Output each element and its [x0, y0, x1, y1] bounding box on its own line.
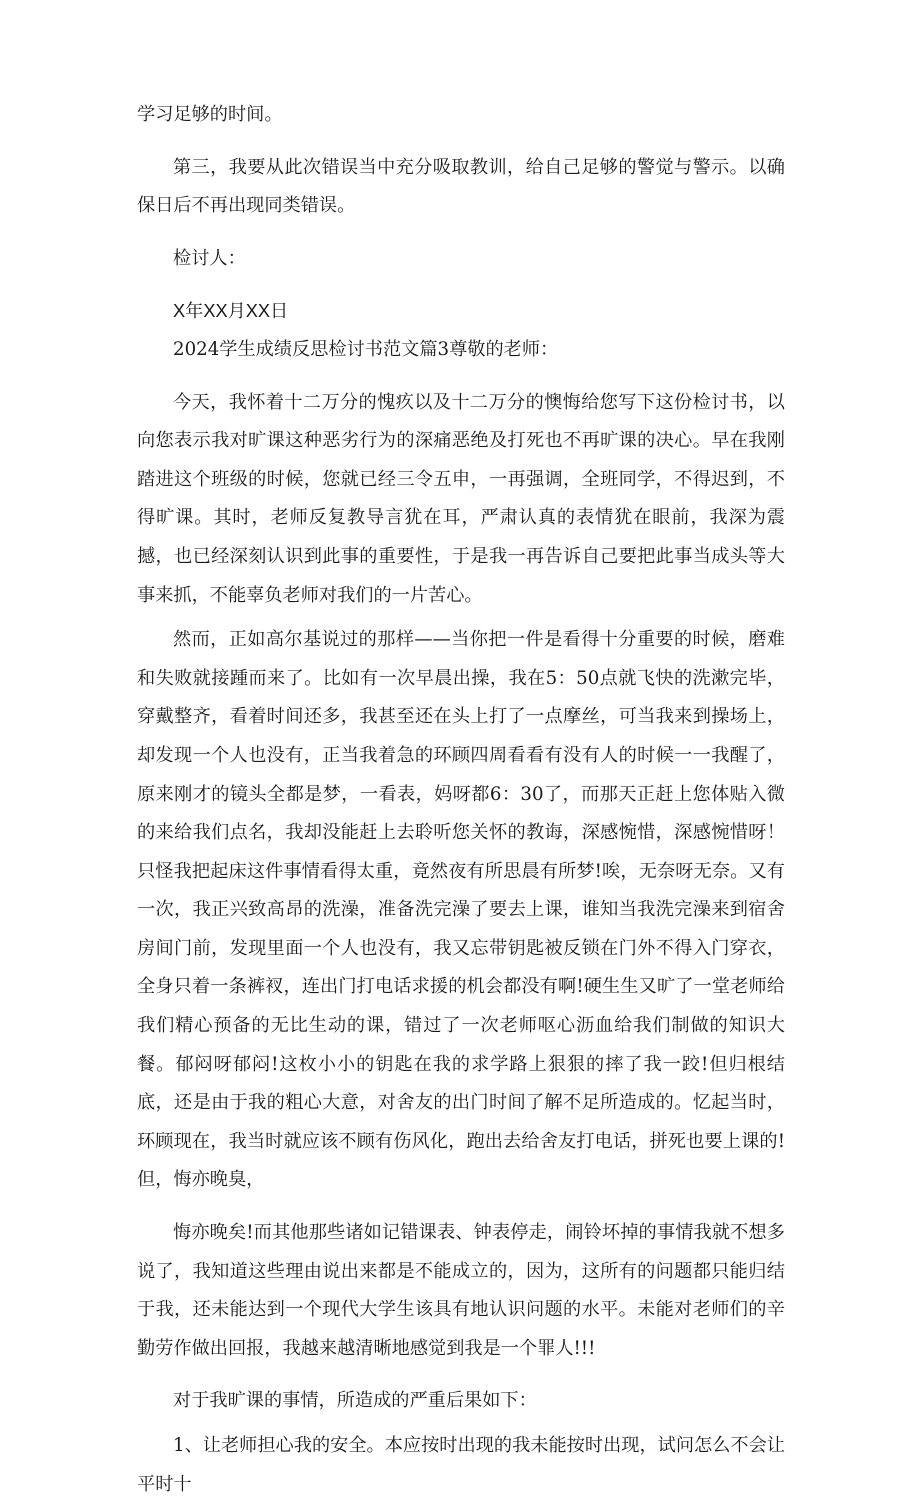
paragraph-continuation: 学习足够的时间。 [137, 104, 283, 125]
date-line: X年XX月XX日 [173, 301, 289, 322]
section-heading: 2024学生成绩反思检讨书范文篇3尊敬的老师： [173, 338, 559, 360]
paragraph-third-point: 第三，我要从此次错误当中充分吸取教训，给自己足够的警觉与警示。以确保日后不再出现同类错误。 [137, 156, 785, 217]
paragraph-regret: 悔亦晚矣!而其他那些诸如记错课表、钟表停走，闹铃坏掉的事情我就不想多说了，我知道这些理由说出来都是不能成立的，因为，这所有的问题都只能归结于我，还未能达到一个现代大学生该具有地认识问题的水平。未能对老师们的辛勤劳作做出回报，我越来越清晰地感觉到我是一个罪人!!! [137, 1222, 785, 1359]
paragraph-consequence-1: 1、让老师担心我的安全。本应按时出现的我未能按时出现，试问怎么不会让平时十 [137, 1435, 785, 1495]
paragraph-however: 然而，正如高尔基说过的那样——当你把一件是看得十分重要的时候，磨难和失败就接踵而来了。比如有一次早晨出操，我在5：50点就飞快的洗漱完毕，穿戴整齐，看着时间还多，我甚至还在头上打了一点摩丝，可当我来到操场上，却发现一个人也没有，正当我着急的环顾四周看看有没有人的时候一一我醒了，原来刚才的镜头全都是梦，一看表，妈呀都6：30了，而那天正赶上您体贴入微的来给我们点名，我却没能赶上去聆听您关怀的教诲，深感惋惜，深感惋惜呀！只怪我把起床这件事情看得太重，竟然夜有所思晨有所梦!唉，无奈呀无奈。又有一次，我正兴致高昂的洗澡，准备洗完澡了要去上课，谁知当我洗完澡来到宿舍房间门前，发现里面一个人也没有，我又忘带钥匙被反锁在门外不得入门穿衣，全身只着一条裤衩，连出门打电话求援的机会都没有啊!硬生生又旷了一堂老师给我们精心预备的无比生动的课，错过了一次老师呕心沥血给我们制做的知识大餐。郁闷呀郁闷!这枚小小的钥匙在我的求学路上狠狠的摔了我一跤!但归根结底，还是由于我的粗心大意，对舍友的出门时间了解不足所造成的。忆起当时，环顾现在，我当时就应该不顾有伤风化，跑出去给舍友打电话，拼死也要上课的!但，悔亦晚臭， [137, 629, 785, 1191]
paragraph-today: 今天，我怀着十二万分的愧疚以及十二万分的懊悔给您写下这份检讨书，以向您表示我对旷课这种恶劣行为的深痛恶绝及打死也不再旷课的决心。早在我刚踏进这个班级的时候，您就已经三令五申，一再强调，全班同学，不得迟到，不得旷课。其时，老师反复教导言犹在耳，严肃认真的表情犹在眼前，我深为震撼，也已经深刻认识到此事的重要性，于是我一再告诉自己要把此事当成头等大事来抓，不能辜负老师对我们的一片苦心。 [137, 391, 785, 606]
signature-label: 检讨人： [173, 247, 246, 269]
paragraph-consequences-intro: 对于我旷课的事情，所造成的严重后果如下： [173, 1390, 537, 1412]
